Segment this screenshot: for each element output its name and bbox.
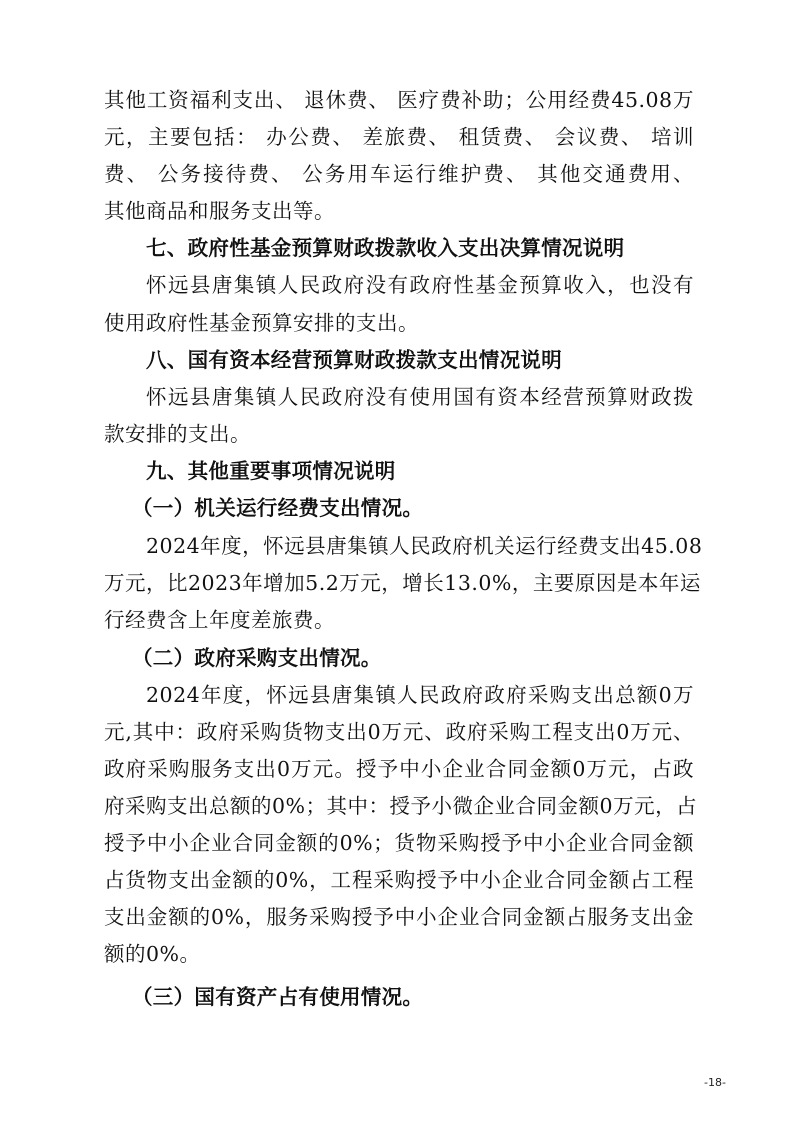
section-heading-8: 八、国有资本经营预算财政拨款支出情况说明 xyxy=(146,348,562,372)
paragraph-line: 政府采购服务支出0万元。授予中小企业合同金额0万元，占政 xyxy=(104,757,694,781)
paragraph-line: 占货物支出金额的0%，工程采购授予中小企业合同金额占工程 xyxy=(104,868,694,892)
page-number: -18- xyxy=(704,1076,726,1089)
paragraph-line: 2024年度，怀远县唐集镇人民政府机关运行经费支出45.08 xyxy=(146,534,703,558)
paragraph-line: 2024年度，怀远县唐集镇人民政府政府采购支出总额0万 xyxy=(146,683,694,707)
paragraph-line: 怀远县唐集镇人民政府没有政府性基金预算收入，也没有 xyxy=(146,273,694,297)
paragraph-line: 行经费含上年度差旅费。 xyxy=(104,608,335,632)
paragraph-line: 款安排的支出。 xyxy=(104,422,251,446)
subsection-heading-1: （一）机关运行经费支出情况。 xyxy=(132,496,424,520)
paragraph-line: 府采购支出总额的0%；其中：授予小微企业合同金额0万元，占 xyxy=(104,794,698,818)
paragraph-line: 其他商品和服务支出等。 xyxy=(104,199,335,223)
subsection-heading-2: （二）政府采购支出情况。 xyxy=(132,646,382,670)
section-heading-9: 九、其他重要事项情况说明 xyxy=(146,459,396,483)
paragraph-line: 额的0%。 xyxy=(104,942,201,966)
section-heading-7: 七、政府性基金预算财政拨款收入支出决算情况说明 xyxy=(146,236,625,260)
paragraph-line: 元,其中：政府采购货物支出0万元、政府采购工程支出0万元、 xyxy=(104,720,694,744)
paragraph-line: 万元，比2023年增加5.2万元，增长13.0%，主要原因是本年运 xyxy=(104,571,701,595)
subsection-heading-3: （三）国有资产占有使用情况。 xyxy=(132,985,424,1009)
paragraph-line: 怀远县唐集镇人民政府没有使用国有资本经营预算财政拨 xyxy=(146,385,694,409)
paragraph-line: 元，主要包括： 办公费、 差旅费、 租赁费、 会议费、 培训 xyxy=(104,125,694,149)
paragraph-line: 费、 公务接待费、 公务用车运行维护费、 其他交通费用、 xyxy=(104,162,694,186)
paragraph-line: 授予中小企业合同金额的0%；货物采购授予中小企业合同金额 xyxy=(104,831,694,855)
paragraph-line: 其他工资福利支出、 退休费、 医疗费补助；公用经费45.08万 xyxy=(104,88,694,112)
paragraph-line: 支出金额的0%，服务采购授予中小企业合同金额占服务支出金 xyxy=(104,905,694,929)
paragraph-line: 使用政府性基金预算安排的支出。 xyxy=(104,311,419,335)
